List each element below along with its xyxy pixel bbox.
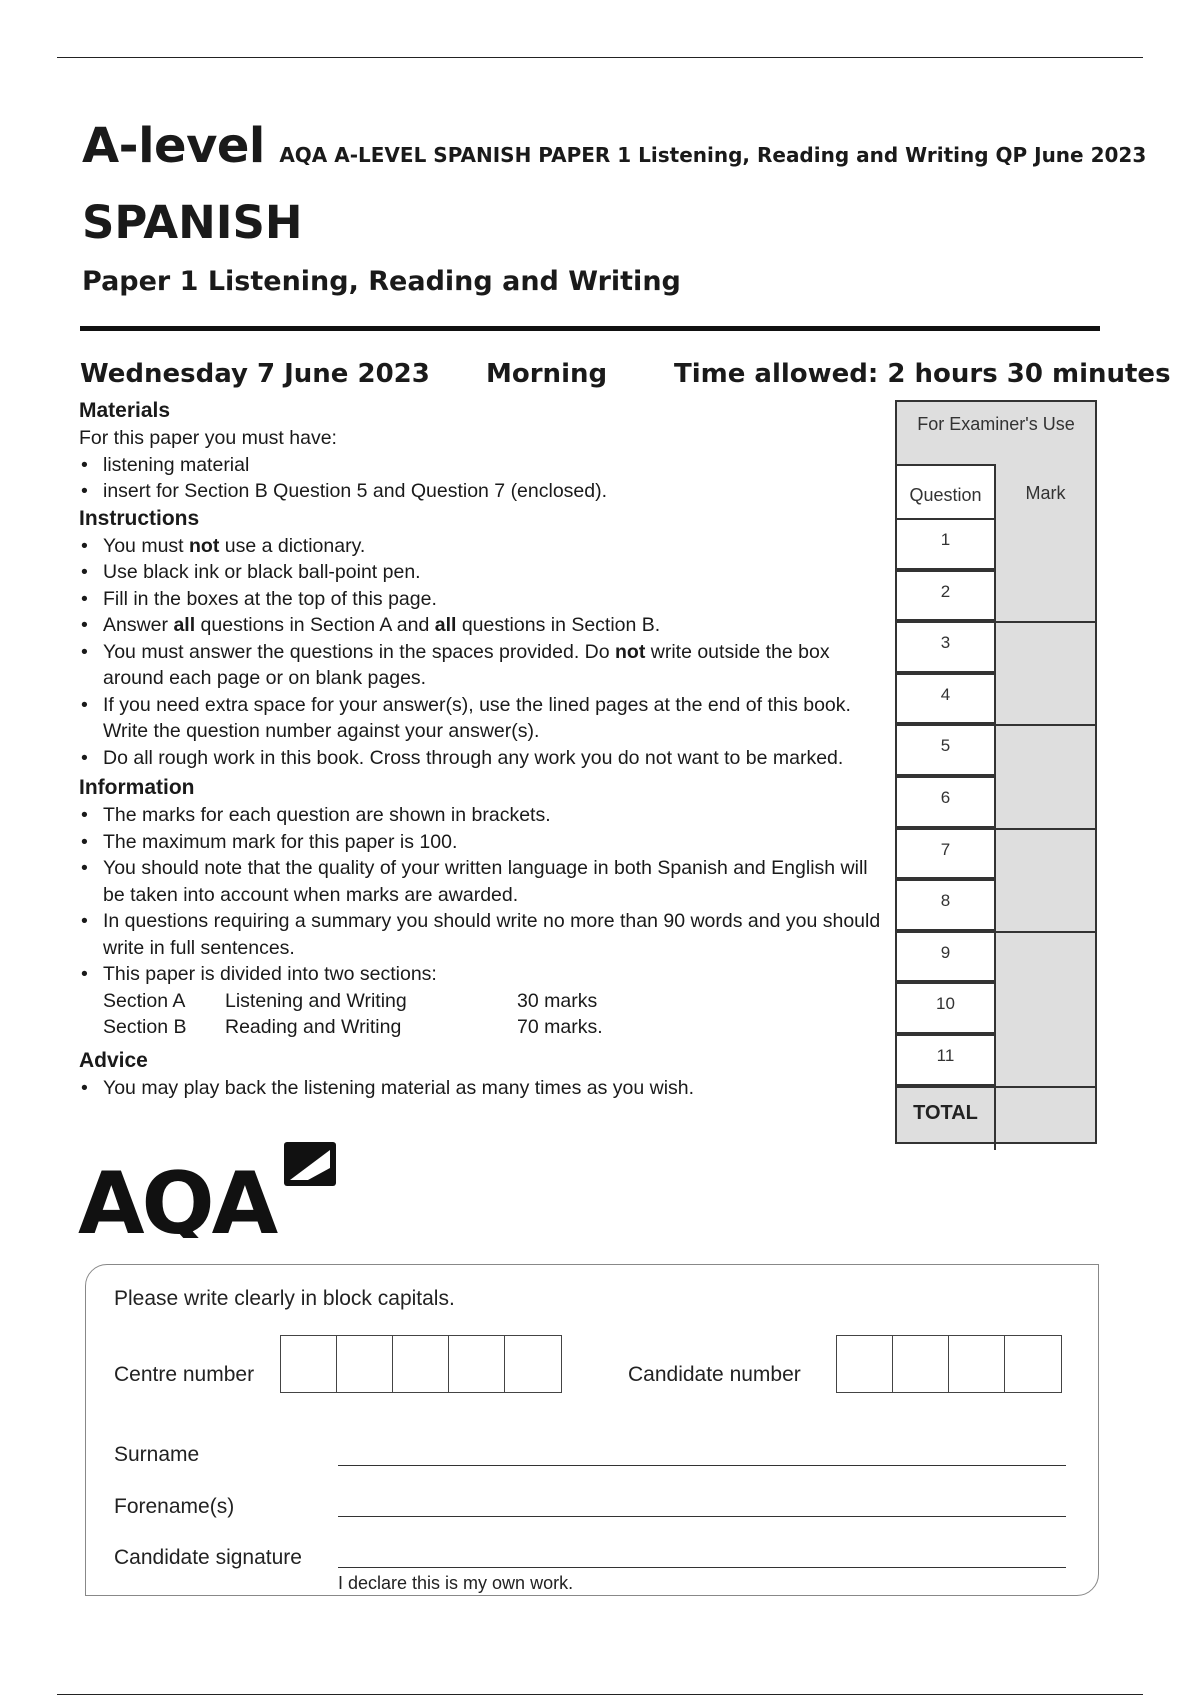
materials-heading: Materials xyxy=(79,399,171,422)
table-row: 11 xyxy=(897,1034,1095,1086)
exam-date: Wednesday 7 June 2023 xyxy=(80,359,430,389)
information-heading: Information xyxy=(79,776,195,799)
examiner-table-columns xyxy=(897,464,1095,518)
total-row xyxy=(897,1086,1095,1150)
advice-list xyxy=(79,1075,889,1102)
table-row: 7 xyxy=(897,828,1095,880)
list-item: • In questions requiring a summary you should write no more than 90 words and you should write in full sentences. xyxy=(79,908,889,961)
surname-field[interactable] xyxy=(338,1465,1066,1466)
list-item: • Use black ink or black ball-point pen. xyxy=(79,559,889,586)
information-list xyxy=(79,802,889,988)
question-column-header: Question xyxy=(897,464,996,518)
table-row: 3 xyxy=(897,621,1095,673)
materials-list xyxy=(79,452,889,505)
candidate-number-input[interactable] xyxy=(836,1335,1062,1393)
level-label: A-level xyxy=(82,118,265,174)
candidate-details-box xyxy=(85,1264,1099,1596)
signature-label: Candidate signature xyxy=(114,1546,302,1569)
list-item: • Fill in the boxes at the top of this page. xyxy=(79,586,889,613)
list-item: • The marks for each question are shown in brackets. xyxy=(79,802,889,829)
mark-column-header: Mark xyxy=(1025,483,1066,503)
document-title: AQA A-LEVEL SPANISH PAPER 1 Listening, Reading and Writing QP June 2023 xyxy=(279,143,1147,167)
list-item: • The maximum mark for this paper is 100. xyxy=(79,829,889,856)
table-row: 4 xyxy=(897,673,1095,725)
list-item: • You must not use a dictionary. xyxy=(79,533,889,560)
paper-title: Paper 1 Listening, Reading and Writing xyxy=(82,266,681,297)
list-item: • This paper is divided into two sections: xyxy=(79,961,889,988)
centre-number-label: Centre number xyxy=(114,1363,255,1386)
list-item: • listening material xyxy=(79,452,889,479)
top-rule xyxy=(57,57,1143,58)
forenames-label: Forename(s) xyxy=(114,1495,235,1518)
instructions-column xyxy=(79,397,889,1101)
table-row: 8 xyxy=(897,879,1095,931)
section-row: Section B Reading and Writing 70 marks. xyxy=(103,1016,603,1038)
table-row: 5 xyxy=(897,724,1095,776)
section-row: Section A Listening and Writing 30 marks xyxy=(103,989,598,1012)
instructions-heading: Instructions xyxy=(79,506,200,530)
table-row: 9 xyxy=(897,931,1095,983)
declaration-text: I declare this is my own work. xyxy=(338,1573,574,1593)
subject-title: SPANISH xyxy=(82,196,303,249)
list-item: • If you need extra space for your answer(s), use the lined pages at the end of this book. Write the question number against your answer(s). xyxy=(79,692,889,745)
table-row: 10 xyxy=(897,982,1095,1034)
list-item: • Answer all questions in Section A and all questions in Section B. xyxy=(79,612,889,639)
forenames-field[interactable] xyxy=(338,1516,1066,1517)
exam-session: Morning xyxy=(486,359,608,389)
time-allowed: Time allowed: 2 hours 30 minutes xyxy=(674,359,1171,389)
signature-field[interactable] xyxy=(338,1567,1066,1568)
examiner-table-heading: For Examiner's Use xyxy=(917,414,1075,434)
surname-label: Surname xyxy=(114,1443,200,1466)
list-item: • You may play back the listening material as many times as you wish. xyxy=(79,1075,889,1102)
block-capitals-prompt: Please write clearly in block capitals. xyxy=(114,1287,455,1310)
candidate-number-label: Candidate number xyxy=(628,1363,801,1386)
table-row: 2 xyxy=(897,570,1095,622)
table-row: 6 xyxy=(897,776,1095,828)
list-item: • insert for Section B Question 5 and Question 7 (enclosed). xyxy=(79,478,889,505)
bottom-rule xyxy=(57,1694,1143,1695)
table-row: 1 xyxy=(897,518,1095,570)
aqa-logo xyxy=(78,1138,348,1243)
list-item: • You must answer the questions in the spaces provided. Do not write outside the box around each page or on blank pages. xyxy=(79,639,889,692)
title-line xyxy=(82,118,1146,174)
header-rule xyxy=(80,326,1100,331)
examiner-use-table xyxy=(895,400,1097,1144)
logo-text: AQA xyxy=(78,1154,276,1238)
list-item: • You should note that the quality of your written language in both Spanish and English will be taken into account when marks are awarded. xyxy=(79,855,889,908)
instructions-list xyxy=(79,533,889,772)
materials-intro: For this paper you must have: xyxy=(79,427,337,449)
total-label: TOTAL xyxy=(897,1088,996,1150)
advice-heading: Advice xyxy=(79,1048,148,1072)
list-item: • Do all rough work in this book. Cross through any work you do not want to be marked. xyxy=(79,745,889,772)
centre-number-input[interactable] xyxy=(280,1335,562,1393)
